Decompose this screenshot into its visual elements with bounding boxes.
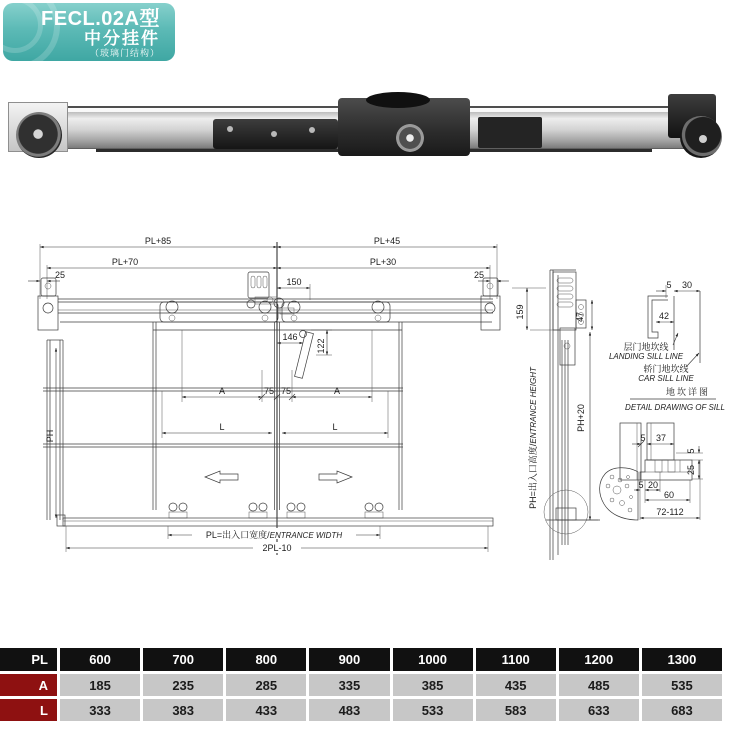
table-cell: 235 bbox=[143, 674, 223, 696]
dim-pl70: PL+70 bbox=[111, 257, 139, 267]
dim-42: 42 bbox=[658, 311, 670, 321]
table-cell: 335 bbox=[309, 674, 389, 696]
table-cell: 533 bbox=[393, 699, 473, 721]
side-view bbox=[512, 270, 600, 560]
dim-pl30: PL+30 bbox=[369, 257, 397, 267]
photo-motor-pulley bbox=[396, 124, 424, 152]
dim-72-112: 72-112 bbox=[656, 507, 684, 517]
table-cell: 333 bbox=[60, 699, 140, 721]
table-col-header: 1300 bbox=[642, 648, 722, 671]
dim-ph: PH bbox=[45, 429, 55, 443]
dim-a-left: A bbox=[218, 386, 226, 396]
table-col-header: 900 bbox=[309, 648, 389, 671]
sill-detail-title-cn: 地坎详图 bbox=[665, 387, 711, 397]
model-name: 中分挂件 bbox=[84, 29, 160, 48]
dim-25-left: 25 bbox=[54, 270, 66, 280]
car-sill-label-en: CAR SILL LINE bbox=[638, 374, 694, 383]
dim-l-left: L bbox=[219, 422, 225, 432]
dim-159: 159 bbox=[515, 304, 525, 320]
dim-122: 122 bbox=[316, 338, 326, 354]
table-cell: 285 bbox=[226, 674, 306, 696]
front-view bbox=[28, 236, 509, 555]
door-operator-photo bbox=[8, 92, 722, 178]
table-cell: 535 bbox=[642, 674, 722, 696]
dim-150: 150 bbox=[286, 277, 302, 287]
table-col-header: 1100 bbox=[476, 648, 556, 671]
car-sill-label-cn: 轿门地坎线 bbox=[643, 364, 689, 374]
dim-30: 30 bbox=[681, 280, 693, 290]
photo-door-hanger bbox=[213, 119, 338, 149]
table-corner-label: PL bbox=[0, 648, 57, 671]
dim-l-right: L bbox=[332, 422, 338, 432]
sill-section-detail bbox=[600, 386, 725, 520]
dim-a-right: A bbox=[333, 386, 341, 396]
dim-146: 146 bbox=[282, 332, 298, 342]
model-number: FECL.02A型 bbox=[41, 8, 160, 30]
photo-right-hanger bbox=[478, 117, 542, 148]
dim-ph20: PH+20 bbox=[576, 404, 586, 432]
photo-left-pulley bbox=[16, 112, 62, 158]
table-col-header: 1000 bbox=[393, 648, 473, 671]
table-cell: 185 bbox=[60, 674, 140, 696]
dim-pl45: PL+45 bbox=[373, 236, 401, 246]
dim-47: 47 bbox=[575, 311, 585, 323]
dim-25-right: 25 bbox=[473, 270, 485, 280]
table-col-header: 700 bbox=[143, 648, 223, 671]
table-cell: 633 bbox=[559, 699, 639, 721]
table-cell: 383 bbox=[143, 699, 223, 721]
table-cell: 483 bbox=[309, 699, 389, 721]
table-row-label-a: A bbox=[0, 674, 57, 696]
glass-clamps bbox=[169, 503, 383, 518]
photo-motor-unit bbox=[338, 98, 470, 156]
table-cell: 583 bbox=[476, 699, 556, 721]
sill-detail-title-en: DETAIL DRAWING OF SILL bbox=[625, 403, 725, 412]
table-cell: 385 bbox=[393, 674, 473, 696]
dim-5a: 5 bbox=[640, 433, 646, 443]
table-cell: 433 bbox=[226, 699, 306, 721]
dim-5c: 5 bbox=[638, 480, 644, 490]
dim-75-right: 75 bbox=[280, 386, 292, 396]
dim-37: 37 bbox=[655, 433, 667, 443]
dim-20: 20 bbox=[647, 480, 659, 490]
table-col-header: 600 bbox=[60, 648, 140, 671]
landing-sill-label-cn: 层门地坎线 bbox=[623, 342, 669, 352]
technical-drawing bbox=[0, 220, 729, 570]
sill-line-detail bbox=[609, 280, 700, 383]
dim-5-gap: 5 bbox=[666, 280, 672, 290]
dim-60: 60 bbox=[663, 490, 675, 500]
table-cell: 485 bbox=[559, 674, 639, 696]
model-badge bbox=[3, 3, 175, 61]
entrance-width-label: PL=出入口宽度/ENTRANCE WIDTH bbox=[205, 530, 343, 540]
size-table bbox=[0, 648, 722, 721]
landing-sill-label-en: LANDING SILL LINE bbox=[608, 352, 684, 361]
photo-motor-cap bbox=[366, 92, 430, 108]
table-col-header: 1200 bbox=[559, 648, 639, 671]
dim-5b: 5 bbox=[686, 448, 696, 454]
table-cell: 435 bbox=[476, 674, 556, 696]
dim-75-left: 75 bbox=[263, 386, 275, 396]
table-cell: 683 bbox=[642, 699, 722, 721]
entrance-height-label: PH=出入口高度/ENTRANCE HEIGHT bbox=[528, 367, 538, 509]
photo-right-pulley bbox=[680, 116, 722, 158]
dim-2pl10: 2PL-10 bbox=[262, 543, 292, 553]
dim-pl85: PL+85 bbox=[144, 236, 172, 246]
table-row-label-l: L bbox=[0, 699, 57, 721]
dim-25: 25 bbox=[686, 464, 696, 476]
photo-pulley-hub bbox=[699, 135, 707, 143]
model-subtitle: （玻璃门结构） bbox=[89, 48, 160, 58]
table-col-header: 800 bbox=[226, 648, 306, 671]
